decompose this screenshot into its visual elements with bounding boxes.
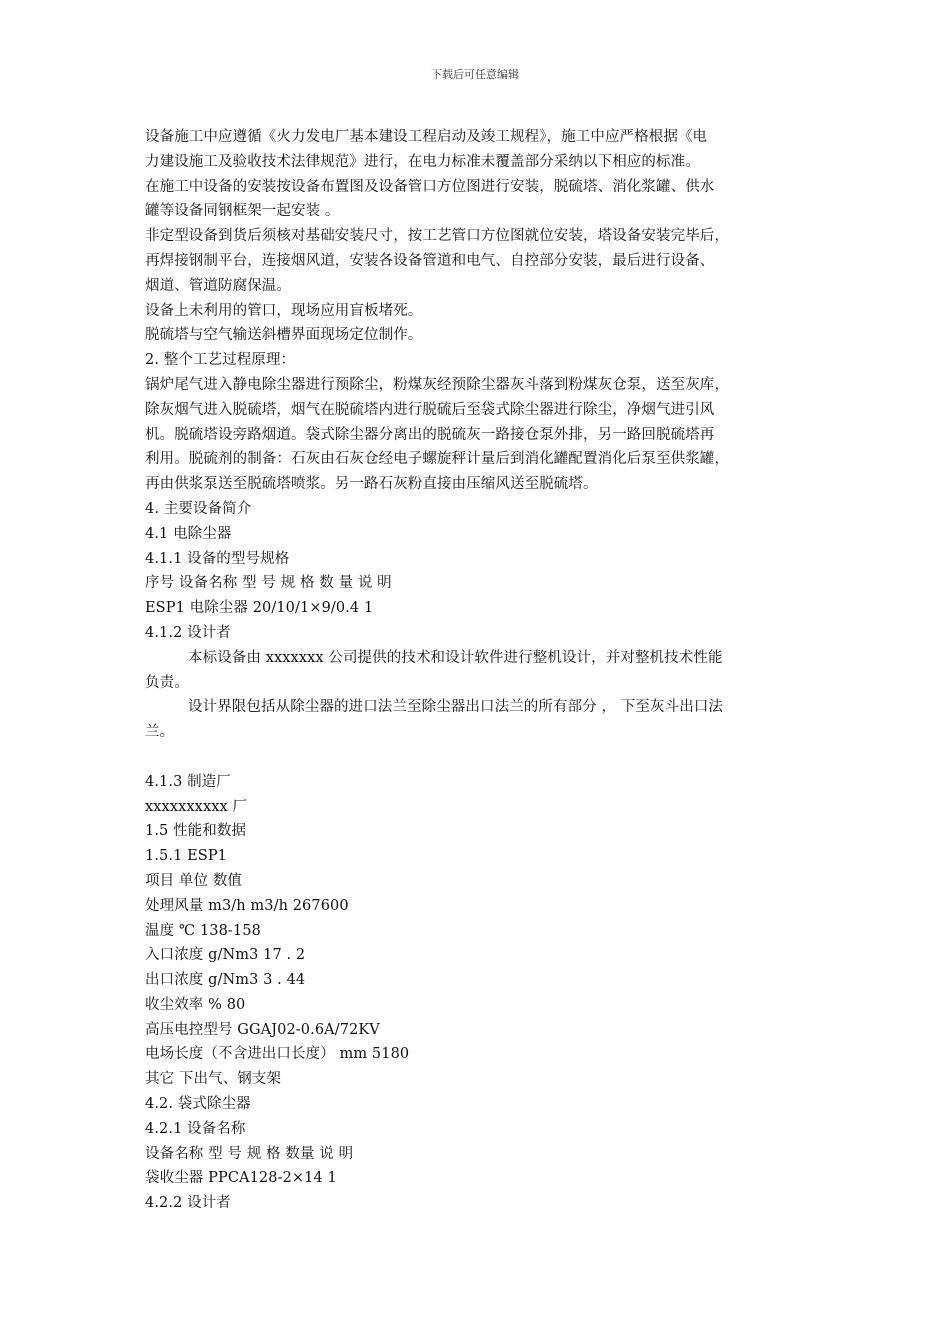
- table-row-line: 其它 下出气、钢支架: [145, 1071, 282, 1088]
- section-heading: 4.2. 袋式除尘器: [145, 1096, 251, 1113]
- table-row-line: 温度 ℃ 138-158: [145, 922, 261, 939]
- section-heading: 4.1.3 制造厂: [145, 773, 231, 790]
- table-row-line: 电场长度（不含进出口长度） mm 5180: [145, 1046, 410, 1063]
- table-row-line: 入口浓度 g/Nm3 17 . 2: [145, 947, 306, 964]
- table-row-line: 处理风量 m3/h m3/h 267600: [145, 897, 349, 914]
- section-heading: 4.1.1 设备的型号规格: [145, 550, 290, 567]
- section-heading: 2. 整个工艺过程原理：: [145, 352, 296, 369]
- page-header: 下载后可任意编辑: [431, 68, 519, 81]
- text-line: 再由供浆泵送至脱硫塔喷浆。另一路石灰粉直接由压缩风送至脱硫塔。: [145, 476, 598, 493]
- section-heading: 4.1.2 设计者: [145, 624, 231, 641]
- text-line: 罐等设备同钢框架一起安装 。: [145, 203, 340, 220]
- paragraph-indented: 本标设备由 xxxxxxx 公司提供的技术和设计软件进行整机设计，并对整机技术性能: [188, 649, 723, 666]
- text-line: 脱硫塔与空气输送斜槽界面现场定位制作。: [145, 327, 423, 344]
- section-heading: 4.1 电除尘器: [145, 525, 232, 542]
- text-line: 再焊接钢制平台，连接烟风道，安装各设备管道和电气、自控部分安装，最后进行设备、: [145, 252, 715, 269]
- text-line: 非定型设备到货后须核对基础安装尺寸，按工艺管口方位图就位安装，塔设备安装完毕后，: [145, 228, 729, 245]
- table-row-line: 收尘效率 % 80: [145, 996, 246, 1013]
- section-heading: 4. 主要设备简介: [145, 500, 252, 517]
- table-header-line: 序号 设备名称 型 号 规 格 数 量 说 明: [145, 575, 392, 592]
- table-row-line: ESP1 电除尘器 20/10/1×9/0.4 1: [145, 600, 374, 617]
- text-line: 设备上未利用的管口，现场应用盲板堵死。: [145, 302, 423, 319]
- table-row-line: 袋收尘器 PPCA128-2×14 1: [145, 1170, 337, 1187]
- text-line: 在施工中设备的安装按设备布置图及设备管口方位图进行安装，脱硫塔、消化浆罐、供水: [145, 178, 715, 195]
- text-line: 力建设施工及验收技术法律规范》进行，在电力标准未覆盖部分采纳以下相应的标准。: [145, 153, 700, 170]
- text-line: 机。脱硫塔设旁路烟道。袋式除尘器分离出的脱硫灰一路接仓泵外排，另一路回脱硫塔再: [145, 426, 715, 443]
- table-header-line: 设备名称 型 号 规 格 数量 说 明: [145, 1145, 354, 1162]
- text-line: xxxxxxxxxx 厂: [145, 798, 248, 815]
- blank-line: [145, 745, 815, 770]
- text-line: 兰。: [145, 724, 175, 741]
- table-header-line: 项目 单位 数值: [145, 872, 243, 889]
- text-line: 除灰烟气进入脱硫塔，烟气在脱硫塔内进行脱硫后至袋式除尘器进行除尘，净烟气进引风: [145, 401, 715, 418]
- section-heading: 4.2.2 设计者: [145, 1195, 231, 1212]
- text-line: 设备施工中应遵循《火力发电厂基本建设工程启动及竣工规程》，施工中应严格根据《电: [145, 129, 708, 145]
- section-heading: 4.2.1 设备名称: [145, 1120, 246, 1137]
- text-line: 利用。脱硫剂的制备：石灰由石灰仓经电子螺旋秤计量后到消化罐配置消化后泵至供浆罐，: [145, 451, 729, 468]
- text-line: 负责。: [145, 674, 189, 691]
- text-line: 锅炉尾气进入静电除尘器进行预除尘，粉煤灰经预除尘器灰斗落到粉煤灰仓泵，送至灰库，: [145, 376, 729, 393]
- table-row-line: 出口浓度 g/Nm3 3 . 44: [145, 972, 306, 989]
- table-row-line: 高压电控型号 GGAJ02-0.6A/72KV: [145, 1021, 380, 1038]
- section-heading: 1.5 性能和数据: [145, 823, 247, 840]
- text-line: 烟道、管道防腐保温。: [145, 277, 291, 294]
- section-heading: 1.5.1 ESP1: [145, 848, 228, 865]
- paragraph-indented: 设计界限包括从除尘器的进口法兰至除尘器出口法兰的所有部分 ， 下至灰斗出口法: [188, 699, 724, 716]
- document-body: [145, 125, 815, 1216]
